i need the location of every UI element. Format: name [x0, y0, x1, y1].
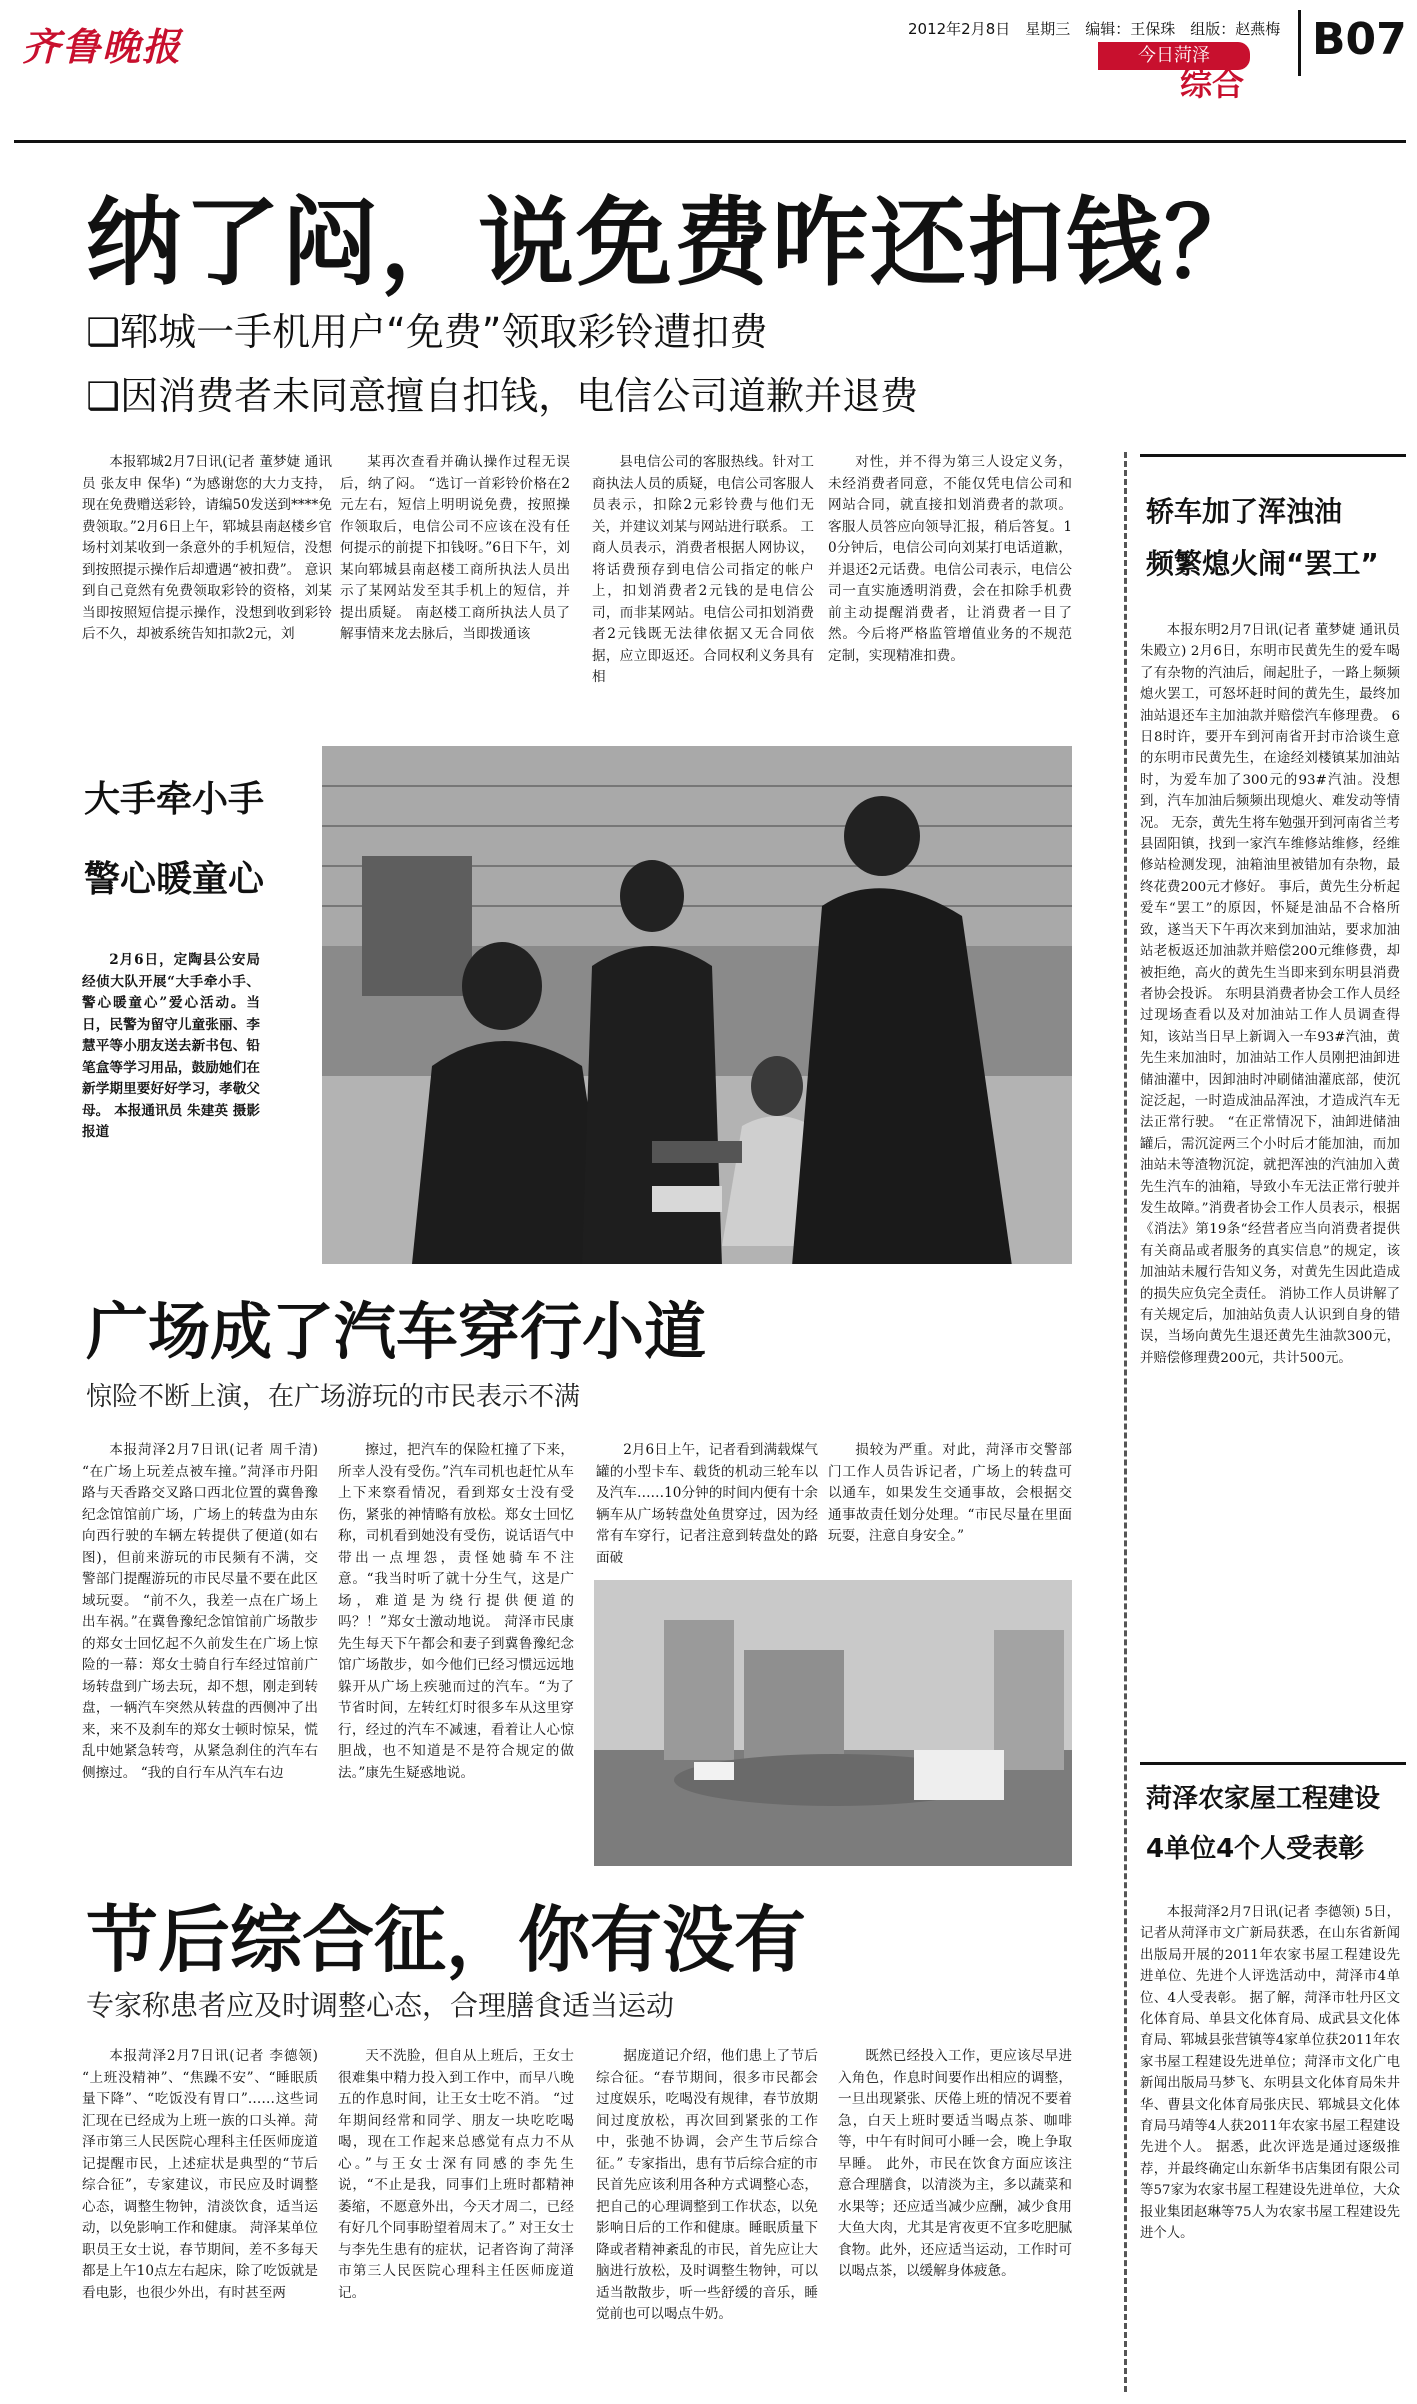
side2-title-line2: 4单位4个人受表彰 — [1146, 1834, 1365, 1864]
side1-title-line1: 轿车加了浑浊油 — [1146, 495, 1343, 528]
lead-headline: 纳了闷，说免费咋还扣钱？ — [86, 187, 1262, 299]
section-main-label: 综合 — [1180, 65, 1245, 103]
issue-meta: 2012年2月8日 星期三 编辑：王保珠 组版：赵燕梅 — [908, 20, 1281, 38]
photo-illustration — [322, 746, 1072, 1264]
masthead — [0, 0, 1417, 103]
lead-column-1: 本报郓城2月7日讯(记者 董梦婕 通讯员 张友申 保华) “为感谢您的大力支持，现在免费赠送彩铃，请编50发送到****免费领取。”2月6日上午，郓城县南赵楼乡官场村刘某收到一条意外的手机短信，没想到按照提示操作后却遭遇“被扣费”。 意识到自己竟然有免费领取彩铃的资格，刘某当即按照短信提示操作，没想到收到彩铃后不久，却被系统告知扣款2元，刘 — [82, 454, 332, 642]
lead-subhead-1: ❑郓城一手机用户“免费”领取彩铃遭扣费 — [86, 310, 768, 354]
story2-title-line2: 警心暖童心 — [84, 859, 265, 900]
lead-column-4: 对性，并不得为第三人设定义务，未经消费者同意，不能仅凭电信公司和网站合同，就直接扣划消费者的款项。 客服人员答应向领导汇报，稍后答复。10分钟后，电信公司向刘某打电话道歉，并退还2元话费。电信公司表示，电信公司一直实施透明消费，会在扣除手机费前主动提醒消费者，让消费者一目了然。今后将严格监管增值业务的不规范定制，实现精准扣费。 — [828, 454, 1072, 664]
story2-title-line1: 大手牵小手 — [84, 779, 265, 820]
side2-top-rule — [1140, 1762, 1406, 1765]
lead-column-3: 县电信公司的客服热线。针对工商执法人员的质疑，电信公司客服人员表示，扣除2元彩铃费与他们无关，并建议刘某与网站进行联系。 工商人员表示，消费者根据人网协议，将话费预存到电信公司指定的帐户上，扣划消费者2元钱的是电信公司，而非某网站。电信公司扣划消费者2元钱既无法律依据又无合同依据，应立即返还。合同权利义务具有相 — [592, 454, 814, 685]
section-top-label: 今日菏泽 — [1098, 42, 1250, 70]
story3-column-4: 损较为严重。对此，菏泽市交警部门工作人员告诉记者，广场上的转盘可以通车，如果发生交通事故，会根据交通事故责任划分处理。“市民尽量在里面玩耍，注意自身安全。” — [828, 1442, 1072, 1544]
story3-column-3: 2月6日上午，记者看到满载煤气罐的小型卡车、载货的机动三轮车以及汽车……10分钟的时间内便有十余辆车从广场转盘处鱼贯穿过，因为经常有车穿行，记者注意到转盘处的路面破 — [596, 1442, 818, 1566]
side1-body: 本报东明2月7日讯(记者 董梦婕 通讯员 朱殿立) 2月6日，东明市民黄先生的爱车喝了有杂物的汽油后，闹起肚子，一路上频频熄火罢工，可怒坏赶时间的黄先生，最终加油站退还车主加油款并赔偿汽车修理费。 6日8时许，要开车到河南省开封市洽谈生意的东明市民黄先生，在途经刘楼镇某加油站时，为爱车加了300元的93#汽油。没想到，汽车加油后频频出现熄火、难发动等情况。 无奈，黄先生将车勉强开到河南省兰考县固阳镇，找到一家汽车维修站维修，经维修站检测发现，油箱油里被错加有杂物，最终花费200元才修好。 事后，黄先生分析起爱车“罢工”的原因，怀疑是油品不合格所致，遂当天下午再次来到加油站，要求加油站老板返还加油款并赔偿200元维修费，却被拒绝，高火的黄先生当即来到东明县消费者协会投诉。 东明县消费者协会工作人员经过现场查看以及对加油站工作人员调查得知，该站当日早上新调入一车93#汽油，黄先生来加油时，加油站工作人员刚把油卸进储油灌中，因卸油时冲刷储油灌底部，使沉淀泛起，一时造成油品浑浊，才造成汽车无法正常行驶。 “在正常情况下，油卸进储油罐后，需沉淀两三个小时后才能加油，而加油站未等渣物沉淀，就把浑浊的汽油加入黄先生汽车的油箱，导致小车无法正常行驶并发生故障。”消费者协会工作人员表示，根据《消法》第19条“经营者应当向消费者提供有关商品或者服务的真实信息”的规定，该加油站未履行告知义务，对黄先生因此造成的损失应负完全责任。 消协工作人员讲解了有关规定后，加油站负责人认识到自身的错误，当场向黄先生退还黄先生油款300元，并赔偿修理费200元，共计500元。 — [1140, 623, 1400, 1366]
side1-title-line2: 频繁熄火闹“罢工” — [1146, 547, 1379, 580]
story4-column-3: 据庞道记介绍，他们患上了节后综合征。“春节期间，很多市民都会过度娱乐，吃喝没有规律，春节放期间过度放松，再次回到紧张的工作中，张弛不协调，会产生节后综合征。” 专家指出，患有节后综合症的市民首先应该利用各种方式调整心态，把自己的心理调整到工作状态，以免影响日后的工作和健康。睡眠质量下降或者精神紊乱的市民，首先应让大脑进行放松，及时调整生物钟，可以适当散散步，听一些舒缓的音乐，睡觉前也可以喝点牛奶。 — [596, 2048, 818, 2322]
side2-body: 本报菏泽2月7日讯(记者 李德领) 5日，记者从菏泽市文广新局获悉，在山东省新闻出版局开展的2011年农家书屋工程建设先进单位、先进个人评选活动中，菏泽市4单位、4人受表彰。 据了解，菏泽市牡丹区文化体育局、单县文化体育局、成武县文化体育局、郓城县张营镇等4家单位获2011年农家书屋工程建设先进单位；菏泽市文化广电新闻出版局马梦飞、东明县文化体育局朱井华、曹县文化体育局张庆民、郓城县文化体育局马靖等4人获2011年农家书屋工程建设先进个人。 据悉，此次评选是通过逐级推荐，并最终确定山东新华书店集团有限公司等57家为农家书屋工程建设先进单位，大众报业集团赵琳等75人为农家书屋工程建设先进个人。 — [1140, 1905, 1400, 2242]
side1-top-rule — [1140, 454, 1406, 457]
page-number-divider — [1298, 10, 1301, 76]
story2-caption: 2月6日，定陶县公安局经侦大队开展“大手牵小手、警心暖童心”爱心活动。当日，民警为留守儿童张丽、李慧平等小朋友送去新书包、铅笔盒等学习用品，鼓励她们在新学期里要好好学习，孝敬父母。 本报通讯员 朱建英 摄影报道 — [82, 952, 260, 1140]
story4-column-2: 天不洗脸，但自从上班后，王女士很难集中精力投入到工作中，而早八晚五的作息时间，让王女士吃不消。 “过年期间经常和同学、朋友一块吃吃喝喝，现在工作起来总感觉有点力不从心。”与王女士深有同感的李先生说，“不止是我，同事们上班时都精神萎缩，不愿意外出，今天才周二，已经有好几个同事盼望着周末了。” 对王女士与李先生患有的症状，记者咨询了菏泽市第三人民医院心理科主任医师庞道记。 — [338, 2048, 574, 2301]
story4-subhead: 专家称患者应及时调整心态，合理膳食适当运动 — [86, 1989, 675, 2022]
story3-headline: 广场成了汽车穿行小道 — [86, 1295, 707, 1368]
police-children-photo — [322, 746, 1072, 1264]
sidebar-divider — [1124, 452, 1127, 2392]
page-number: B07 — [1312, 14, 1407, 65]
masthead-rule — [14, 140, 1406, 143]
story3-subhead: 惊险不断上演，在广场游玩的市民表示不满 — [86, 1382, 581, 1412]
story3-column-1: 本报菏泽2月7日讯(记者 周千清) “在广场上玩差点被车撞。”菏泽市丹阳路与天香路交叉路口西北位置的冀鲁豫纪念馆馆前广场，广场上的转盘为由东向西行驶的车辆左转提供了便道(如右图)，但前来游玩的市民频有不满，交警部门提醒游玩的市民尽量不要在此区域玩耍。 “前不久，我差一点在广场上出车祸。”在冀鲁豫纪念馆馆前广场散步的郑女士回忆起不久前发生在广场上惊险的一幕：郑女士骑自行车经过馆前广场转盘到广场去玩，却不想，刚走到转盘，一辆汽车突然从转盘的西侧冲了出来，来不及刹车的郑女士顿时惊呆，慌乱中她紧急转弯，从紧急刹住的汽车右侧擦过。 “我的自行车从汽车右边 — [82, 1442, 318, 1781]
story4-headline: 节后综合征，你有没有 — [86, 1898, 807, 1982]
story4-column-1: 本报菏泽2月7日讯(记者 李德领) “上班没精神”、“焦躁不安”、“睡眠质量下降”、“吃饭没有胃口”……这些词汇现在已经成为上班一族的口头禅。菏泽市第三人民医院心理科主任医师庞道记提醒市民，上述症状是典型的“节后综合征”，专家建议，市民应及时调整心态，调整生物钟，清淡饮食，适当运动，以免影响工作和健康。 菏泽某单位职员王女士说，春节期间，差不多每天都是上午10点左右起床，除了吃饭就是看电影，也很少外出，有时甚至两 — [82, 2048, 318, 2301]
newspaper-logo: 齐鲁晚报 — [22, 25, 183, 69]
square-traffic-photo — [594, 1580, 1072, 1866]
lead-column-2: 某再次查看并确认操作过程无误后，纳了闷。 “选订一首彩铃价格在2元左右，短信上明明说免费，按照操作领取后，电信公司不应该在没有任何提示的前提下扣钱呀。”6日下午，刘某向郓城县南赵楼工商所执法人员出示了某网站发至其手机上的短信，并提出质疑。 南赵楼工商所执法人员了解事情来龙去脉后，当即拨通该 — [340, 454, 570, 642]
story4-column-4: 既然已经投入工作，更应该尽早进入角色，作息时间要作出相应的调整，一旦出现紧张、厌倦上班的情况不要着急，白天上班时要适当喝点茶、咖啡等，中午有时间可小睡一会，晚上争取早睡。 此外，市民在饮食方面应该注意合理膳食，以清淡为主，多以蔬菜和水果等；还应适当减少应酬，减少食用大鱼大肉，尤其是宵夜更不宜多吃肥腻食物。此外，还应适当运动，工作时可以喝点茶，以缓解身体疲惫。 — [838, 2048, 1072, 2279]
story3-column-2: 擦过，把汽车的保险杠撞了下来，所幸人没有受伤。”汽车司机也赶忙从车上下来察看情况，看到郑女士没有受伤，紧张的神情略有放松。郑女士回忆称，司机看到她没有受伤，说话语气中带出一点埋怨，责怪她骑车不注意。“我当时听了就十分生气，这是广场，难道是为绕行提供便道的吗？！”郑女士激动地说。 菏泽市民康先生每天下午都会和妻子到冀鲁豫纪念馆广场散步，如今他们已经习惯远远地躲开从广场上疾驰而过的汽车。“为了节省时间，左转红灯时很多车从这里穿行，经过的汽车不减速，看着让人心惊胆战，也不知道是不是符合规定的做法。”康先生疑惑地说。 — [338, 1442, 574, 1781]
side2-title-line1: 菏泽农家屋工程建设 — [1146, 1784, 1381, 1814]
square-photo-illustration — [594, 1580, 1072, 1866]
lead-subhead-2: ❑因消费者未同意擅自扣钱，电信公司道歉并退费 — [86, 374, 919, 418]
